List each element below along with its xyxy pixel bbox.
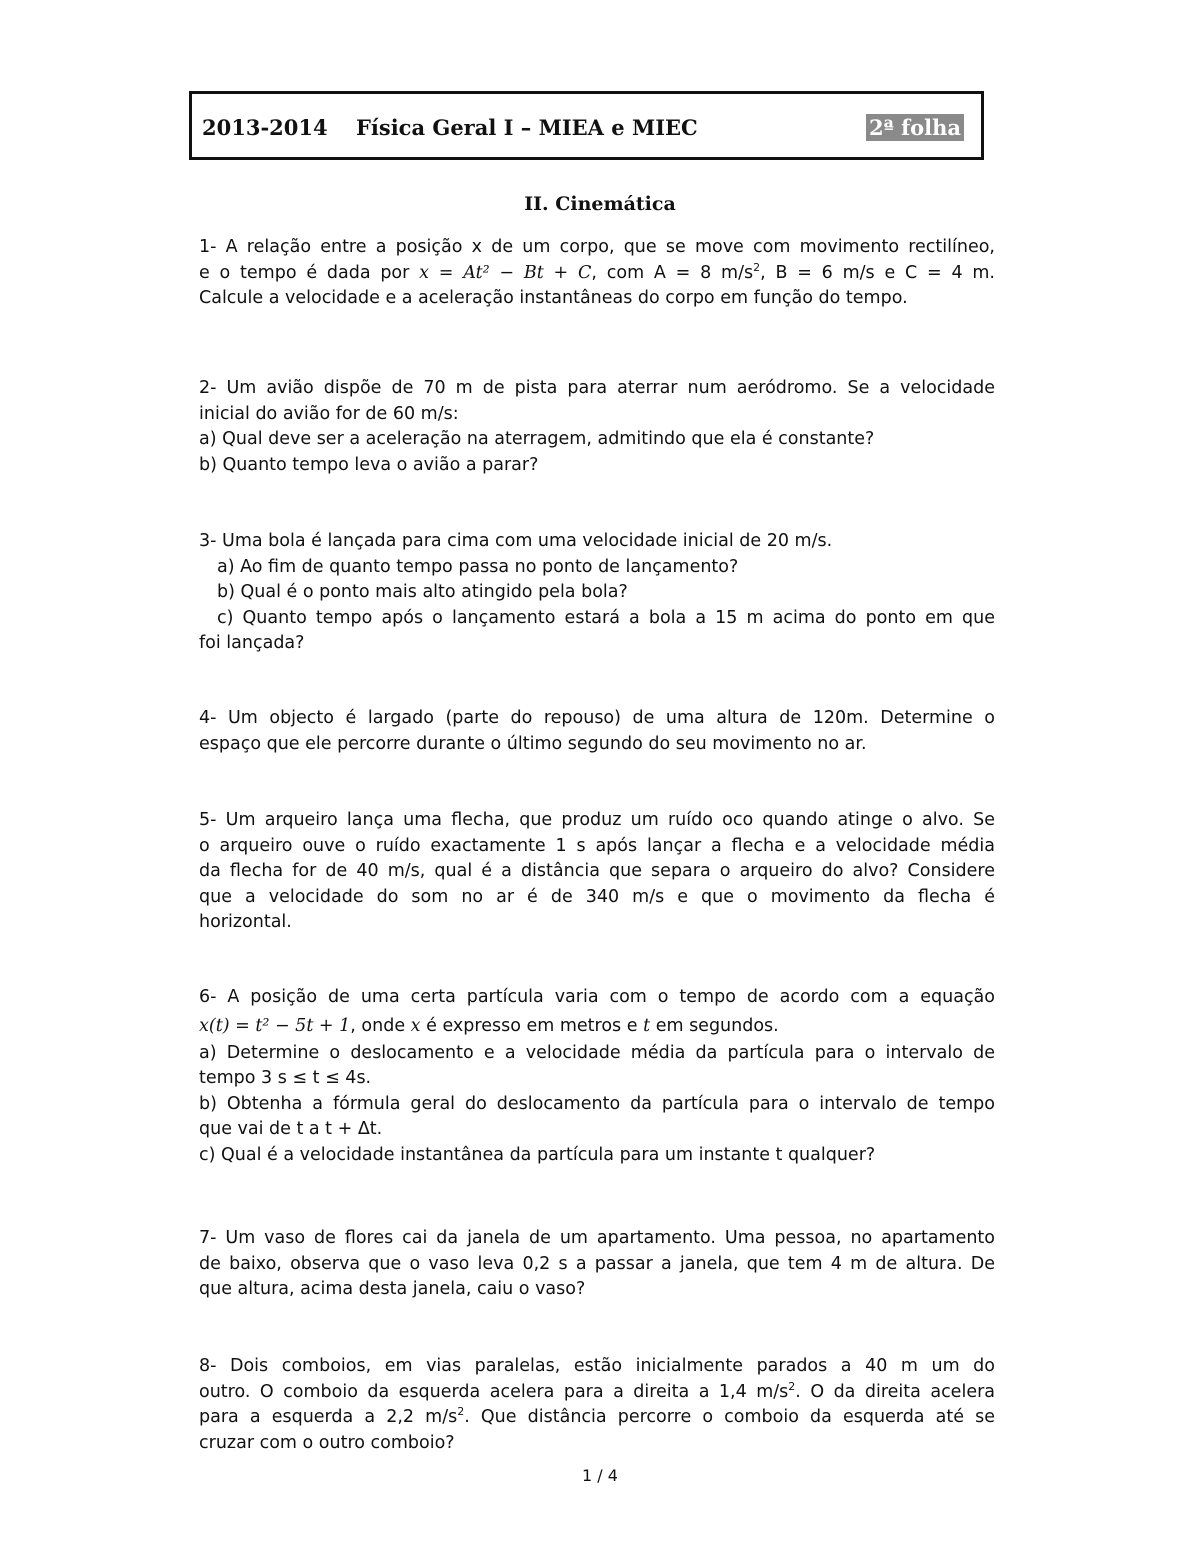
problem-8-text-c: para a esquerda a 2,2 m/s <box>199 1407 458 1427</box>
problem-5-line-4: que a velocidade do som no ar é de 340 m/s e que o movimento da flecha é <box>199 886 995 907</box>
problem-6-line-1: 6- A posição de uma certa partícula varia com o tempo de acordo com a equação <box>199 987 995 1007</box>
problem-2-line-3: a) Qual deve ser a aceleração na aterragem, admitindo que ela é constante? <box>199 429 875 449</box>
problem-4 <box>199 706 995 757</box>
problem-1-text-b: , com A = 8 m/s <box>591 262 754 283</box>
problem-6-var-x: x <box>410 1015 421 1036</box>
problem-6-text-c: em segundos. <box>655 1015 779 1036</box>
problem-1-superscript: 2 <box>753 260 761 274</box>
problem-8 <box>199 1354 995 1456</box>
header-sheet-badge: 2ª folha <box>866 114 964 141</box>
problem-1-line-1: 1- A relação entre a posição x de um corpo, que se move com movimento rectilíneo, <box>199 237 995 257</box>
problem-1-line-2 <box>199 261 995 287</box>
problem-8-line-4: cruzar com o outro comboio? <box>199 1432 455 1453</box>
problem-3 <box>199 529 995 657</box>
problem-1-equation: x = At² − Bt + C <box>419 262 592 283</box>
problem-1-text-a: e o tempo é dada por <box>199 262 410 283</box>
problem-2-line-2: inicial do avião for de 60 m/s: <box>199 403 459 424</box>
problem-8-line-1: 8- Dois comboios, em vias paralelas, estão inicialmente parados a 40 m um do <box>199 1356 995 1376</box>
problem-4-line-1: 4- Um objecto é largado (parte do repouso) de uma altura de 120m. Determine o <box>199 708 995 728</box>
header-course: Física Geral I – MIEA e MIEC <box>356 115 698 140</box>
problem-3-line-2: a) Ao fim de quanto tempo passa no ponto de lançamento? <box>217 556 739 577</box>
section-title: II. Cinemática <box>524 193 676 215</box>
problem-3-line-3: b) Qual é o ponto mais alto atingido pela bola? <box>217 582 628 602</box>
problem-8-text-d: . Que distância percorre o comboio da esquerda até se <box>464 1407 995 1427</box>
page-number: 1 / 4 <box>582 1466 618 1485</box>
problem-1-text-c: , B = 6 m/s e C = 4 m. <box>760 262 995 283</box>
problem-3-line-4: c) Quanto tempo após o lançamento estará a bola a 15 m acima do ponto em que <box>217 607 995 628</box>
problem-8-superscript-1: 2 <box>788 1379 796 1393</box>
problem-5-line-3: da flecha for de 40 m/s, qual é a distância que separa o arqueiro do alvo? Considere <box>199 861 995 881</box>
problem-6-line-7: c) Qual é a velocidade instantânea da partícula para um instante t qualquer? <box>199 1144 876 1165</box>
problem-8-line-2 <box>199 1380 995 1406</box>
problem-1 <box>199 235 995 312</box>
problem-6-equation: x(t) = t² − 5t + 1 <box>199 1015 351 1036</box>
problem-5-line-2: o arqueiro ouve o ruído exactamente 1 s após lançar a flecha e a velocidade média <box>199 835 995 856</box>
problem-8-superscript-2: 2 <box>457 1405 465 1418</box>
problem-6-line-6: que vai de t a t + Δt. <box>199 1119 383 1139</box>
problem-2-line-4: b) Quanto tempo leva o avião a parar? <box>199 454 539 475</box>
problem-7-line-2: de baixo, observa que o vaso leva 0,2 s a passar a janela, que tem 4 m de altura. De <box>199 1253 995 1274</box>
problem-6-line-4: tempo 3 s ≤ t ≤ 4s. <box>199 1068 372 1088</box>
problem-8-text-b: . O da direita acelera <box>795 1381 996 1402</box>
header-year: 2013-2014 <box>202 115 328 140</box>
problem-3-line-5: foi lançada? <box>199 633 305 653</box>
problem-6 <box>199 985 995 1168</box>
problem-1-line-3: Calcule a velocidade e a aceleração instantâneas do corpo em função do tempo. <box>199 288 908 308</box>
problem-6-line-2 <box>199 1011 995 1041</box>
problem-7-line-3: que altura, acima desta janela, caiu o vaso? <box>199 1279 586 1299</box>
problem-8-text-a: outro. O comboio da esquerda acelera para a direita a 1,4 m/s <box>199 1381 789 1402</box>
problem-2-line-1: 2- Um avião dispõe de 70 m de pista para aterrar num aeródromo. Se a velocidade <box>199 378 995 398</box>
problem-5-line-5: horizontal. <box>199 912 292 932</box>
problem-6-var-t: t <box>643 1015 651 1036</box>
problem-2 <box>199 376 995 478</box>
problem-4-line-2: espaço que ele percorre durante o último segundo do seu movimento no ar. <box>199 733 867 754</box>
problem-5 <box>199 808 995 936</box>
problem-6-line-5: b) Obtenha a fórmula geral do deslocamento da partícula para o intervalo de tempo <box>199 1093 995 1114</box>
problem-7-line-1: 7- Um vaso de flores cai da janela de um apartamento. Uma pessoa, no apartamento <box>199 1228 995 1248</box>
problem-3-line-1: 3- Uma bola é lançada para cima com uma velocidade inicial de 20 m/s. <box>199 531 833 551</box>
header-box <box>189 91 984 160</box>
problem-6-line-3: a) Determine o deslocamento e a velocidade média da partícula para o intervalo de <box>199 1042 995 1063</box>
problem-5-line-1: 5- Um arqueiro lança uma flecha, que produz um ruído oco quando atinge o alvo. Se <box>199 810 995 830</box>
problem-7 <box>199 1226 995 1303</box>
problem-8-line-3 <box>199 1405 995 1431</box>
problem-6-text-a: , onde <box>350 1015 406 1036</box>
problem-6-text-b: é expresso em metros e <box>426 1015 638 1036</box>
